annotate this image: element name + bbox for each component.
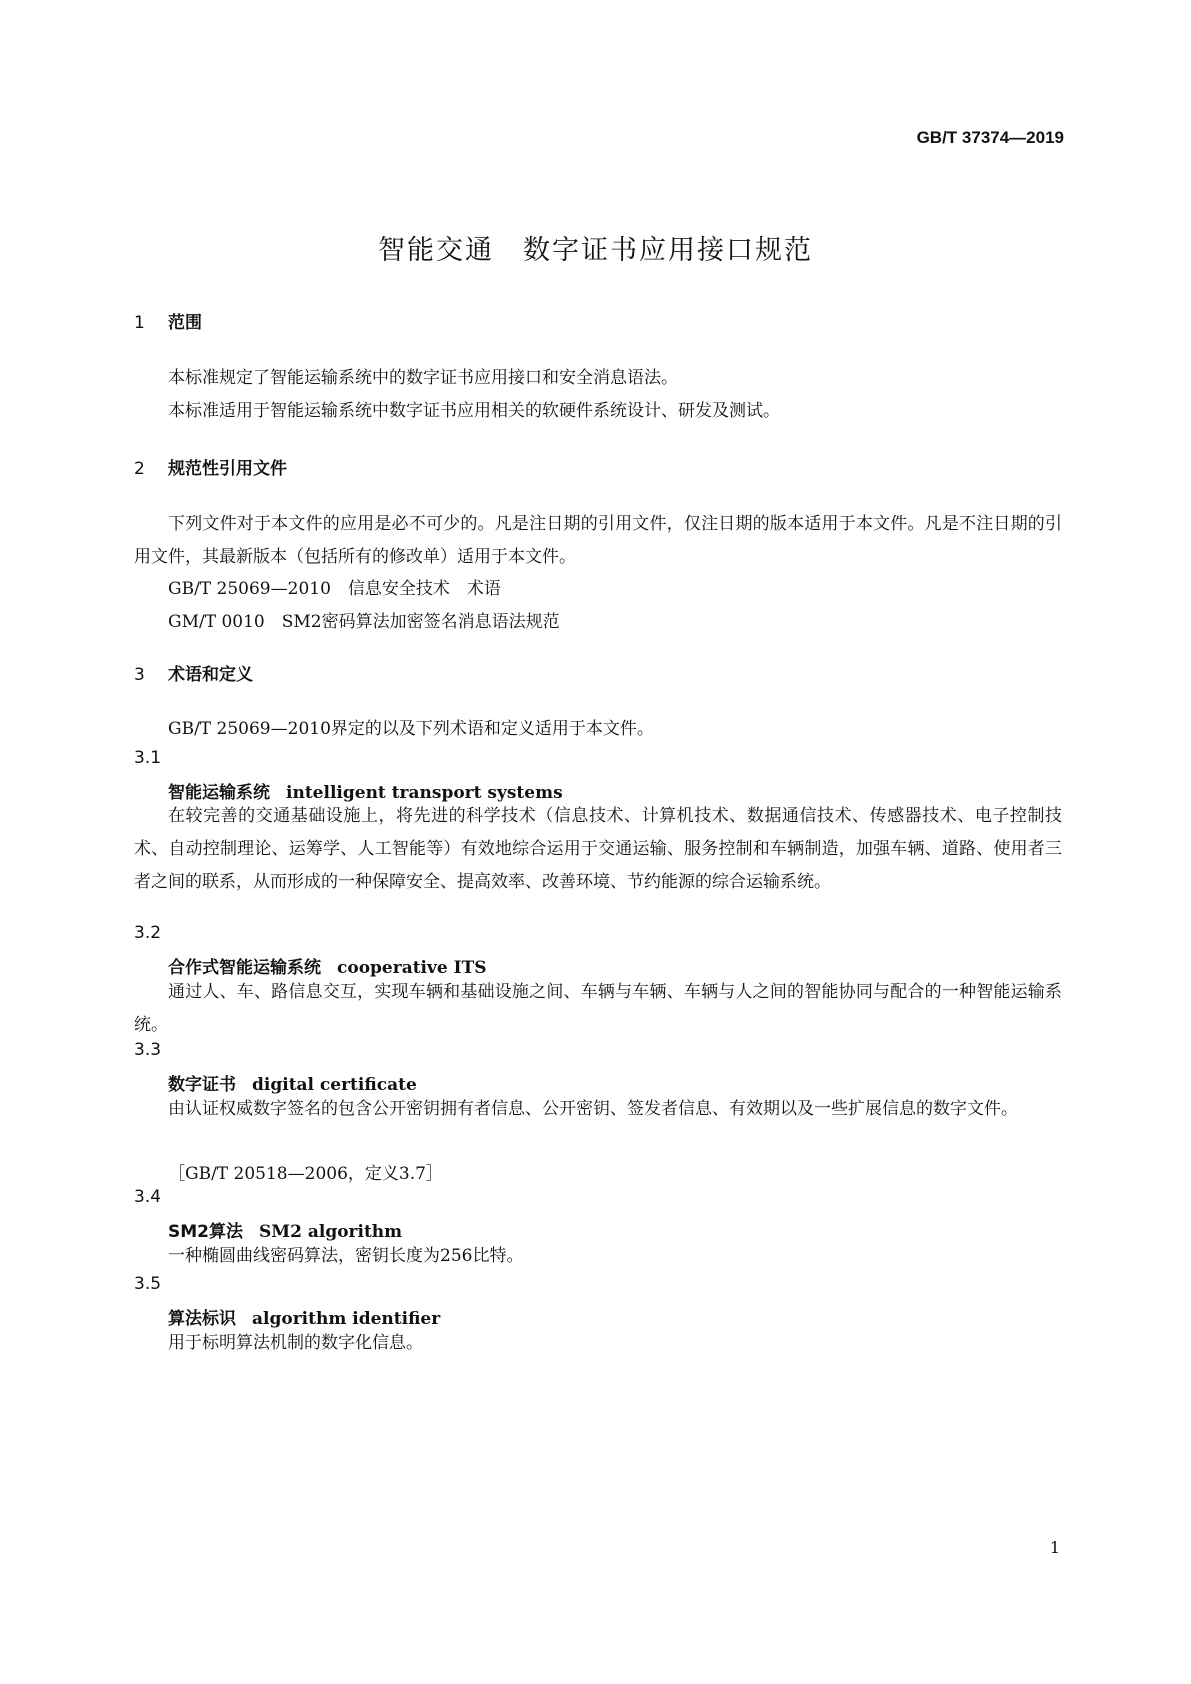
term-en: algorithm identifier: [252, 1309, 441, 1329]
term-heading: [168, 953, 487, 978]
page-number: 1: [1049, 1538, 1060, 1557]
section-number: 1: [134, 313, 145, 333]
document-title: 智能交通 数字证书应用接口规范: [378, 235, 813, 266]
section-3-heading: [134, 660, 253, 685]
term-number: 3.4: [134, 1187, 162, 1207]
term-source: ［GB/T 20518—2006，定义3.7］: [168, 1164, 443, 1184]
term-heading: [168, 1304, 440, 1329]
term-heading: [168, 1070, 417, 1095]
term-zh: 智能运输系统: [168, 783, 270, 803]
term-en: intelligent transport systems: [286, 783, 563, 803]
section-1-heading: [134, 308, 202, 333]
scope-paragraph-1: 本标准规定了智能运输系统中的数字证书应用接口和安全消息语法。: [168, 368, 678, 388]
scope-paragraph-2: 本标准适用于智能运输系统中数字证书应用相关的软硬件系统设计、研发及测试。: [168, 401, 780, 421]
term-definition: 用于标明算法机制的数字化信息。: [168, 1333, 423, 1353]
term-number: 3.1: [134, 748, 162, 768]
term-definition: 在较完善的交通基础设施上，将先进的科学技术（信息技术、计算机技术、数据通信技术、传感器技术、电子控制技术、自动控制理论、运筹学、人工智能等）有效地综合运用于交通运输、服务控制和车辆制造，加强车辆、道路、使用者三者之间的联系，从而形成的一种保障安全、提高效率、改善环境、节约能源的综合运输系统。: [134, 806, 1062, 892]
term-number: 3.5: [134, 1274, 162, 1294]
term-zh: 数字证书: [168, 1075, 236, 1095]
standard-number: GB/T 37374—2019: [916, 128, 1064, 147]
reference-item-2: GM/T 0010 SM2密码算法加密签名消息语法规范: [168, 612, 560, 632]
term-en: SM2 algorithm: [259, 1222, 403, 1242]
term-heading: [168, 1217, 402, 1242]
term-definition: 由认证权威数字签名的包含公开密钥拥有者信息、公开密钥、签发者信息、有效期以及一些扩展信息的数字文件。: [168, 1099, 1018, 1119]
term-en: cooperative ITS: [337, 958, 487, 978]
term-definition: 一种椭圆曲线密码算法，密钥长度为256比特。: [168, 1246, 524, 1266]
term-number: 3.2: [134, 923, 162, 943]
section-number: 2: [134, 459, 145, 479]
section-2-heading: [134, 454, 287, 479]
term-number: 3.3: [134, 1040, 162, 1060]
reference-item-1: GB/T 25069—2010 信息安全技术 术语: [168, 579, 501, 599]
term-en: digital certificate: [252, 1075, 417, 1095]
term-zh: SM2算法: [168, 1222, 243, 1242]
section-title: 术语和定义: [168, 665, 253, 685]
term-definition: 通过人、车、路信息交互，实现车辆和基础设施之间、车辆与车辆、车辆与人之间的智能协同与配合的一种智能运输系统。: [134, 982, 1062, 1035]
section-title: 范围: [168, 313, 202, 333]
terms-intro: GB/T 25069—2010界定的以及下列术语和定义适用于本文件。: [168, 719, 654, 739]
section-title: 规范性引用文件: [168, 459, 287, 479]
section-number: 3: [134, 665, 145, 685]
normative-references-paragraph: 下列文件对于本文件的应用是必不可少的。凡是注日期的引用文件，仅注日期的版本适用于本文件。凡是不注日期的引用文件，其最新版本（包括所有的修改单）适用于本文件。: [134, 514, 1062, 567]
term-zh: 算法标识: [168, 1309, 236, 1329]
term-zh: 合作式智能运输系统: [168, 958, 321, 978]
